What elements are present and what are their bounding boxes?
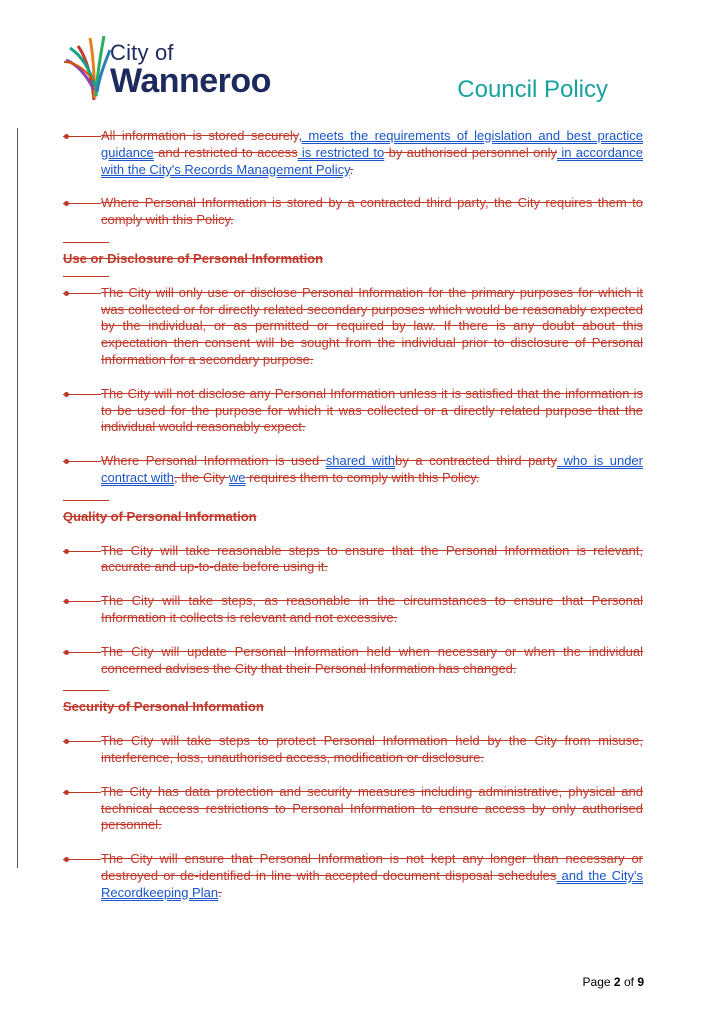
section-heading-quality: Quality of Personal Information (63, 508, 257, 524)
deleted-text: The City will take steps to protect Personal Information held by the City from misuse, interference, loss, unauthorised access, modification or disclosure. (101, 733, 643, 765)
document-type-title: Council Policy (457, 76, 608, 103)
list-item (63, 644, 643, 678)
bullet-icon (63, 644, 101, 660)
deleted-text: . (218, 884, 222, 900)
deleted-paragraph-marker (63, 690, 109, 691)
bullet-icon (63, 453, 101, 469)
inserted-text: is restricted to (297, 144, 385, 160)
list-item (63, 386, 643, 436)
deleted-text: and restricted to access (153, 144, 298, 160)
bullet-icon (63, 386, 101, 402)
page-number (583, 975, 644, 989)
revision-bar (17, 128, 18, 868)
logo-text-city-of: City of (110, 40, 174, 65)
inserted-text: who is under contract with (101, 453, 643, 485)
deleted-paragraph-marker (63, 500, 109, 501)
deleted-text: The City has data protection and security measures including administrative, physical and technical access restrictions to Personal Information to ensure access by only authorised personnel. (101, 783, 643, 833)
section-heading-use-disclosure: Use or Disclosure of Personal Information (63, 250, 324, 266)
current-page-number: 2 (613, 975, 621, 989)
deleted-text: The City will ensure that Personal Information is not kept any longer than necessary or destroyed or de-identified in line with accepted document disposal schedules (101, 851, 643, 883)
inserted-text: in accordance with the City's Records Management Policy (101, 144, 643, 177)
list-item (63, 285, 643, 369)
of-label: of (623, 975, 634, 989)
list-item (63, 543, 643, 577)
deleted-text: Where Personal Information is stored by a contracted third party, the City requires them to comply with this Policy. (101, 195, 643, 228)
list-item (63, 851, 643, 901)
deleted-text: The City will not disclose any Personal Information unless it is satisfied that the information is to be used for the purpose for which it was collected or a directly related purpose that the individual would reasonably expect. (101, 385, 643, 435)
bullet-icon (63, 851, 101, 867)
total-pages-number: 9 (637, 975, 644, 989)
deleted-text: The City will update Personal Information held when necessary or when the individual concerned advises the City that their Personal Information has changed. (101, 643, 643, 676)
page-label: Page (582, 975, 611, 989)
deleted-text: requires them to comply with this Policy. (245, 469, 480, 485)
bullet-icon (63, 733, 101, 749)
bullet-icon (63, 195, 101, 211)
inserted-text: we (228, 469, 246, 485)
deleted-text: Where Personal Information is used (101, 453, 326, 469)
deleted-text: , the City (173, 469, 229, 485)
bullet-icon (63, 784, 101, 800)
inserted-text: and the City's Recordkeeping Plan (101, 867, 643, 900)
list-item (63, 453, 643, 487)
section-heading-security: Security of Personal Information (63, 699, 264, 715)
deleted-text: by authorised personnel only (384, 144, 557, 160)
bullet-icon (63, 128, 101, 144)
deleted-text: All information is stored securely (101, 128, 299, 143)
bullet-icon (63, 593, 101, 609)
policy-content (63, 128, 643, 902)
list-item (63, 733, 643, 767)
inserted-text: , meets the requirements of legislation and best practice guidance (101, 128, 643, 160)
deleted-text: The City will take reasonable steps to ensure that the Personal Information is relevant, accurate and up-to-date before using it. (101, 542, 643, 575)
list-item (63, 593, 643, 627)
list-item (63, 128, 643, 178)
logo-text-wanneroo: Wanneroo (110, 62, 271, 100)
deleted-text: The City will only use or disclose Personal Information for the primary purposes for which it was collected or for directly related secondary purposes which would be reasonably expected by the individual, or as permitted or required by law. If there is any doubt about this expectation then consent will be sought from the individual prior to disclosure of Personal Information for a secondary purpose. (101, 284, 643, 367)
deleted-text: . (349, 161, 354, 177)
list-item (63, 195, 643, 229)
deleted-paragraph-marker (63, 242, 109, 243)
deleted-text: The City will take steps, as reasonable in the circumstances to ensure that Personal Information it collects is relevant and not excessive. (101, 593, 643, 625)
bullet-icon (63, 543, 101, 559)
inserted-text: shared with (325, 453, 396, 469)
deleted-text: by a contracted third party (395, 453, 557, 469)
list-item (63, 784, 643, 834)
city-of-wanneroo-logo (64, 20, 304, 104)
logo-emblem-icon (64, 20, 112, 104)
bullet-icon (63, 285, 101, 301)
